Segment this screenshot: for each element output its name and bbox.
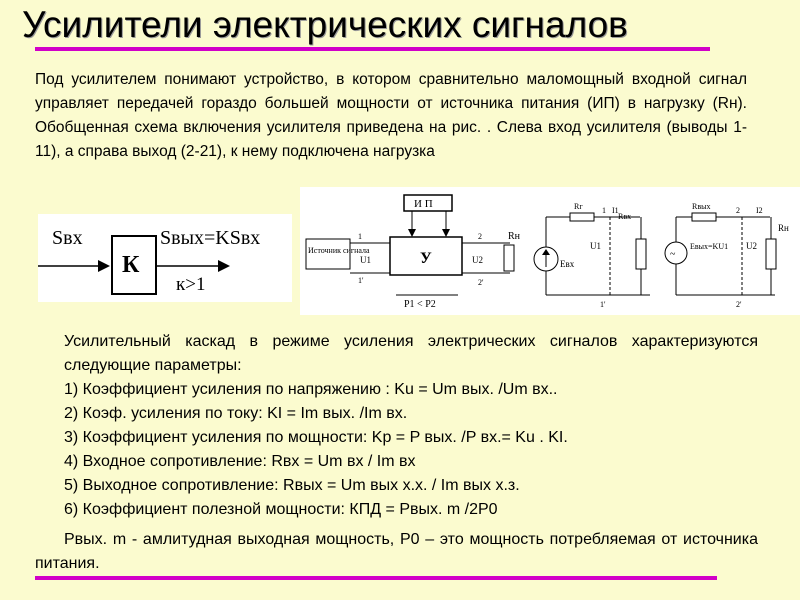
param-item: 5) Выходное сопротивление: Rвых = Um вых х.х. / Im вых х.з. [64,477,520,494]
u2-label: U2 [472,255,483,265]
param-item: 6) Коэффициент полезной мощности: КПД = Pвых. m /2P0 [64,501,498,518]
eq-r-load-label: Rн [778,223,789,233]
circuit-diagram [300,187,800,315]
e-in-label: Eвх [560,259,575,269]
intro-paragraph: Под усилителем понимают устройство, в котором сравнительно маломощный входной сигнал управляет передачей гораздо большей мощности от источника питания (ИП) в нагрузку (Rн). Обобщенная схема включения усилителя приведена на рис. . Слева вход усилителя (выводы 1-11), а справа выход (2-21), к нему подключена нагрузка [35,71,747,160]
footer-text: Pвых. m - амлитудная выходная мощность, P0 – это мощность потребляемая от источника питания. [35,531,758,572]
u1-label: U1 [360,255,371,265]
input-label: Sвх [52,227,83,249]
eq-u2-label: U2 [746,241,757,251]
title-underline [35,47,710,51]
r-out-label: Rвых [692,202,711,211]
block-label: К [122,252,140,278]
power-label: И П [414,198,433,210]
block-diagram [38,214,292,302]
node-2: 2 [736,206,740,215]
amp-label: У [420,250,432,267]
parameters-lead: Усилительный каскад в режиме усиления электрических сигналов характеризуются следующие параметры: [64,333,758,374]
svg-text:~: ~ [670,249,676,260]
param-item: 4) Входное сопротивление: Rвх = Um вх / Im вх [64,453,416,470]
node-1: 1 [602,206,606,215]
param-item: 3) Коэффициент усиления по мощности: Kp = P вых. /P вх.= Ku . KI. [64,429,568,446]
slide-title: Усилители электрических сигналов [22,4,628,45]
pin-1: 1 [358,232,362,241]
load-label: Rн [508,231,521,242]
source-label: Источник сигнала [308,246,370,255]
parameters-list [64,330,758,522]
gain-condition: к>1 [176,274,206,295]
e-out-label: Eвых=KU1 [690,242,729,251]
output-label: Sвых=KSвх [160,227,261,249]
param-item: 2) Коэф. усиления по току: KI = Im вых. /Im вх. [64,405,408,422]
r-src-label: Rг [574,202,583,211]
pin-2p: 2' [478,278,484,287]
power-relation: P1 < P2 [404,299,436,310]
eq-u1-label: U1 [590,241,601,251]
i2-label: I2 [756,206,763,215]
r-in-label: Rвх [618,212,632,221]
param-item: 1) Коэффициент усиления по напряжению : Ku = Um вых. /Um вх.. [64,381,558,398]
node-2p: 2' [736,300,742,309]
bottom-underline [35,576,717,580]
pin-1p: 1' [358,276,364,285]
node-1p: 1' [600,300,606,309]
i1-label: I1 [612,206,619,215]
pin-2: 2 [478,232,482,241]
